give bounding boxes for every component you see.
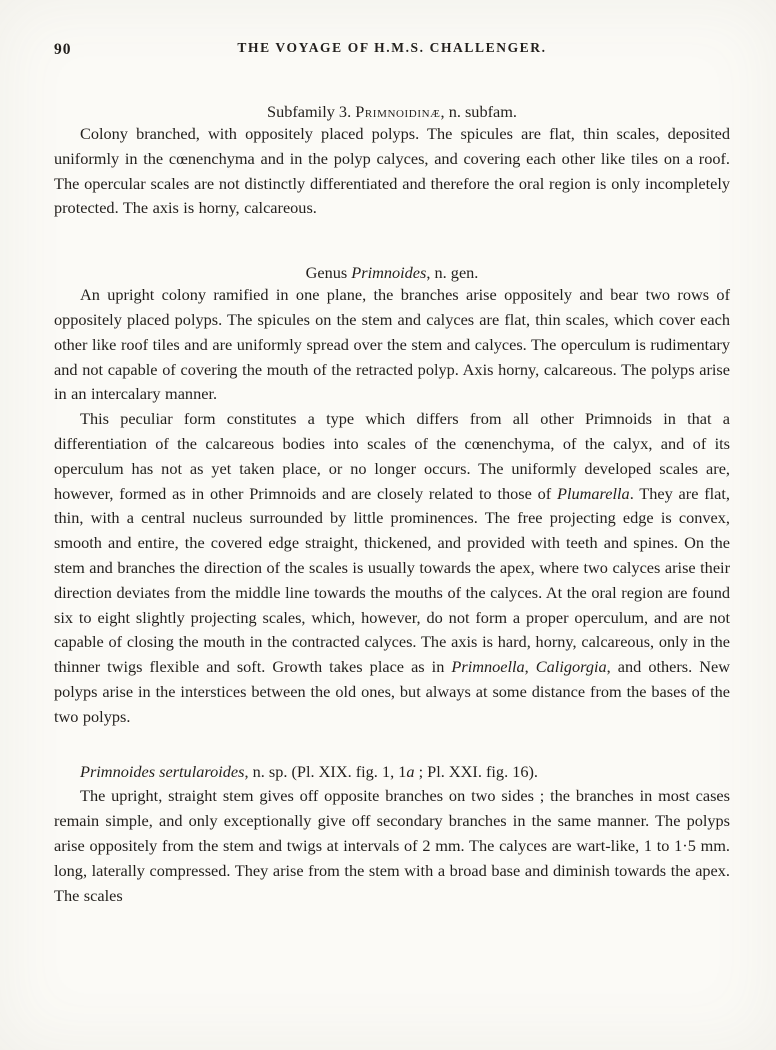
text-segment: , [524, 657, 536, 677]
taxon-name-caligorgia: Caligorgia [535, 657, 607, 677]
species-heading-post: ; Pl. XXI. fig. 16). [414, 761, 538, 781]
genus-discussion-paragraph [54, 407, 730, 729]
page-number: 90 [54, 41, 72, 58]
subfamily-name: Primnoidinæ [355, 102, 441, 121]
running-title: THE VOYAGE OF H.M.S. CHALLENGER. [237, 40, 547, 55]
subfamily-heading [54, 102, 730, 122]
subfamily-heading-post: , n. subfam. [440, 102, 517, 121]
species-heading [54, 760, 730, 785]
text-segment: . They are flat, thin, with a central nucleus surrounded by little prominences. The free projecting edge is convex, smooth and entire, the covered edge straight, thickened, and provided with teeth and spines. On the stem and branches the direction of the scales is usually towards the apex, where two calyces arise their direction deviates from the middle line towards the mouths of the calyces. At the oral region are found six to eight slightly projecting scales, which, however, do not form a proper operculum, and are not capable of closing the mouth in the contracted calyces. The axis is hard, horny, calcareous, only in the thinner twigs flexible and soft. Growth takes place as in [54, 483, 731, 677]
genus-name: Primnoides [351, 263, 427, 283]
genus-description-paragraph: An upright colony ramified in one plane, the branches arise oppositely and bear two rows of oppositely placed polyps. The spicules on the stem and calyces are flat, thin scales, which cover each other like roof tiles and are uniformly spread over the stem and calyces. The operculum is rudimentary and not capable of covering the mouth of the retracted polyp. Axis horny, calcareous. The polyps arise in an intercalary manner. [54, 285, 730, 404]
taxon-name-plumarella: Plumarella [557, 483, 630, 503]
text-segment: , and others. New polyps arise in the interstices between the old ones, but always at some distance from the bases of the two polyps. [54, 657, 731, 726]
figure-letter: a [406, 761, 415, 781]
text-segment: This peculiar form constitutes a type which differs from all other Primnoids in that a differentiation of the calcareous bodies into scales of the cœnenchyma, of the calyx, and of its operculum has not as yet taken place, or no longer occurs. The uniformly developed scales are, however, formed as in other Primnoids and are closely related to those of [54, 409, 730, 503]
page-header [54, 40, 730, 62]
species-name: Primnoides sertularoides [80, 761, 245, 781]
subfamily-heading-pre: Subfamily 3. [267, 102, 356, 121]
genus-heading-post: , n. gen. [426, 263, 479, 283]
species-heading-mid: , n. sp. (Pl. XIX. fig. 1, 1 [244, 761, 407, 781]
taxon-name-primnoella: Primnoella [451, 657, 525, 677]
subfamily-description-paragraph: Colony branched, with oppositely placed polyps. The spicules are flat, thin scales, deposited uniformly in the cœnenchyma and in the polyp calyces, and covering each other like tiles on a roof. The opercular scales are not distinctly differentiated and therefore the oral region is only incompletely protected. The axis is horny, calcareous. [54, 124, 730, 218]
genus-heading [54, 263, 730, 283]
genus-heading-pre: Genus [305, 263, 352, 283]
species-description-paragraph: The upright, straight stem gives off opposite branches on two sides ; the branches in most cases remain simple, and only exceptionally give off secondary branches in the same manner. The polyps arise oppositely from the stem and twigs at intervals of 2 mm. The calyces are wart-like, 1 to 1·5 mm. long, laterally compressed. They arise from the stem with a broad base and diminish towards the apex. The scales [54, 786, 730, 905]
